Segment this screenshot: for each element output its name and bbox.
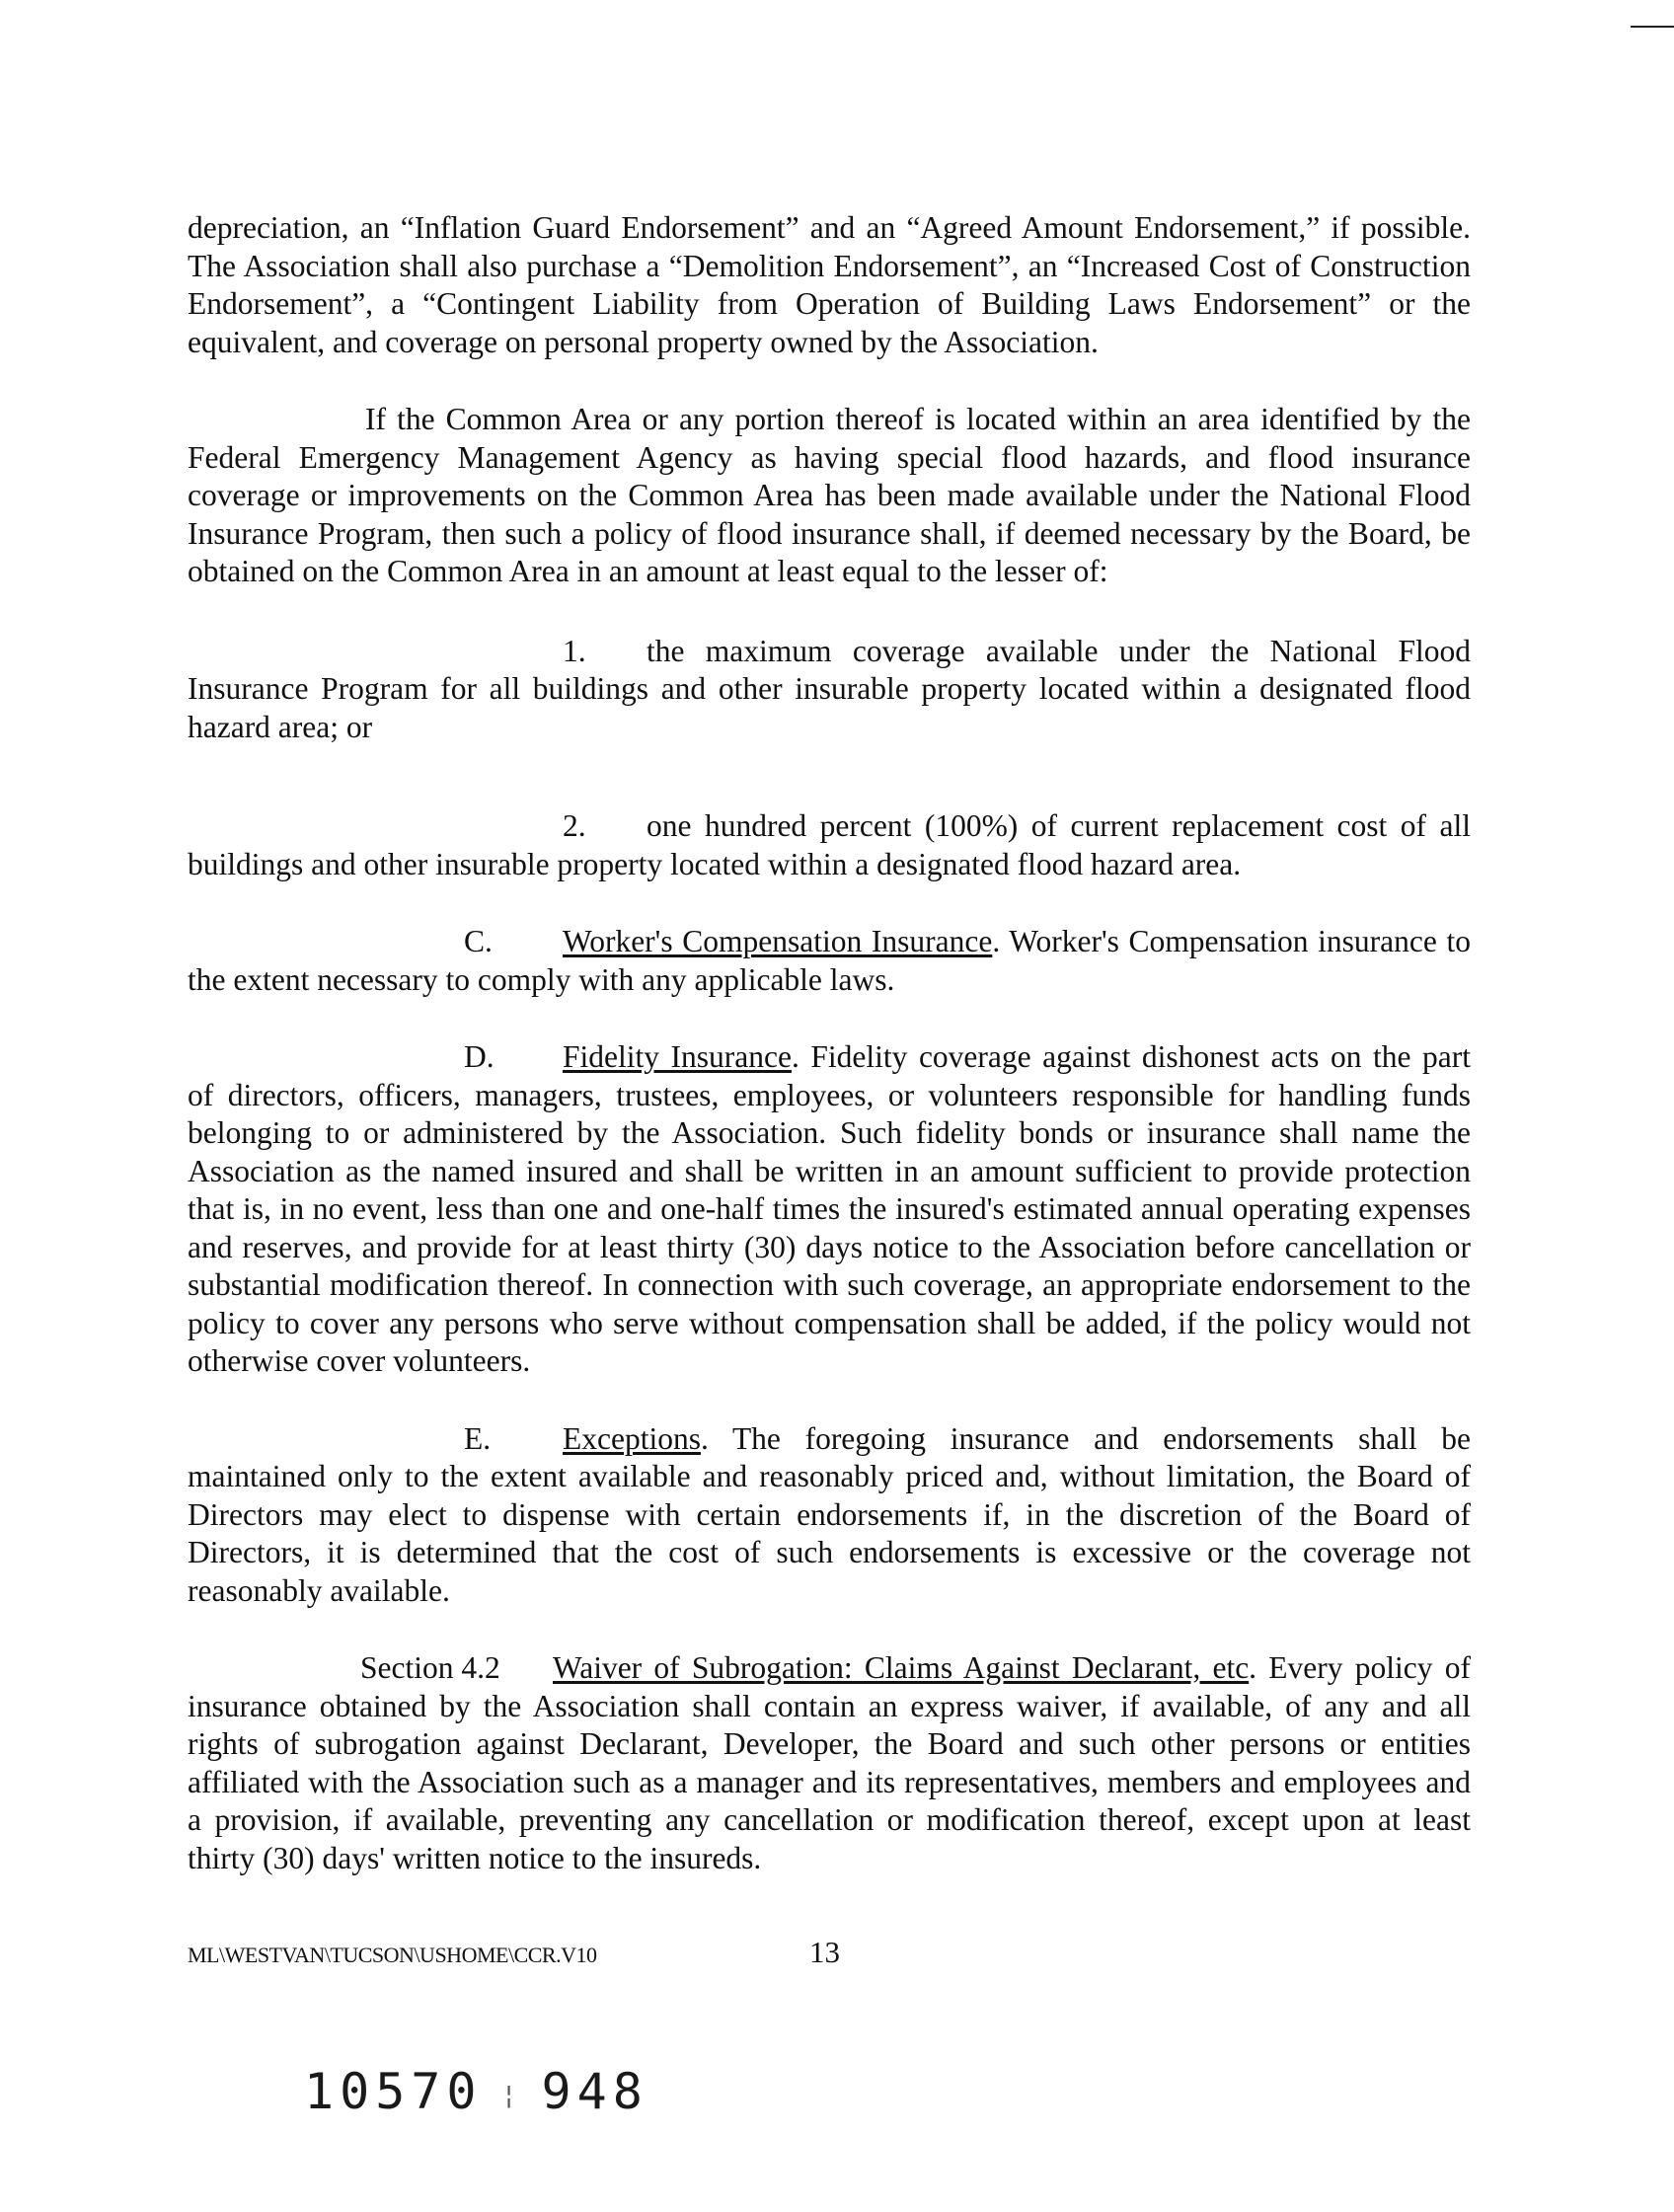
section-4-2-text: . Every policy of insurance obtained by the Association shall contain an express waiver, if available, of any and all rights of subrogation against Declarant, Developer, the Board and such other persons or entities affiliated with the Association such as a manager and its representatives, members and employees and a provision, if available, preventing any cancellation or modification thereof, except upon at least thirty (30) days' written notice to the insureds. (188, 1650, 1471, 1875)
section-c-workers-compensation (188, 923, 1471, 999)
recording-stamp (304, 2063, 648, 2120)
section-4-2-waiver-of-subrogation (188, 1649, 1471, 1877)
list-item-text: one hundred percent (100%) of current replacement cost of all buildings and other insurable property located within a designated flood hazard area. (188, 808, 1471, 881)
paragraph-flood-insurance: If the Common Area or any portion thereof is located within an area identified by the Federal Emergency Management Agency as having special flood hazards, and flood insurance coverage or improvements on the Common Area has been made available under the National Flood Insurance Program, then such a policy of flood insurance shall, if deemed necessary by the Board, be obtained on the Common Area in an amount at least equal to the lesser of: (188, 402, 1471, 588)
section-d-text: . Fidelity coverage against dishonest acts on the part of directors, officers, managers, trustees, employees, or volunteers responsible for handling funds belonging to or administered by the Association. Such fidelity bonds or insurance shall name the Association as the named insured and shall be written in an amount sufficient to provide protection that is, in no event, less than one and one-half times the insured's estimated annual operating expenses and reserves, and provide for at least thirty (30) days notice to the Association before cancellation or substantial modification thereof. In connection with such coverage, an appropriate endorsement to the policy to cover any persons who serve without compensation shall be added, if the policy would not otherwise cover volunteers. (188, 1039, 1471, 1378)
section-c-letter: C. (464, 924, 493, 958)
section-d-fidelity-insurance (188, 1038, 1471, 1381)
stamp-book-number: 10570 (304, 2063, 483, 2120)
section-e-text: . The foregoing insurance and endorsements shall be maintained only to the extent available and reasonably priced and, without limitation, the Board of Directors may elect to dispense with certain endorsements if, in the discretion of the Board of Directors, it is determined that the cost of such endorsements is excessive or the coverage not reasonably available. (188, 1420, 1471, 1608)
paragraph-endorsements: depreciation, an “Inflation Guard Endorsement” and an “Agreed Amount Endorsement,” if possible. The Association shall also purchase a “Demolition Endorsement”, an “Increased Cost of Construction Endorsement”, a “Contingent Liability from Operation of Building Laws Endorsement” or the equivalent, and coverage on personal property owned by the Association. (188, 210, 1471, 359)
list-item-text: the maximum coverage available under the National Flood Insurance Program for all buildings and other insurable property located within a designated flood hazard area; or (188, 633, 1471, 744)
section-e-letter: E. (464, 1420, 492, 1456)
list-item-number: 1. (563, 633, 586, 668)
page-footer (188, 1935, 1471, 1974)
section-4-2-label: Section 4.2 (360, 1650, 500, 1685)
corner-mark (1631, 26, 1674, 28)
section-e-title: Exceptions (563, 1420, 701, 1456)
section-c-title: Worker's Compensation Insurance (563, 924, 993, 958)
section-d-letter: D. (464, 1039, 495, 1074)
stamp-page-number: 948 (541, 2063, 648, 2120)
stamp-separator: ¦ (500, 2080, 523, 2110)
list-item (188, 807, 1471, 883)
footer-file-path: ML\WESTVAN\TUCSON\USHOME\CCR.V10 (188, 1943, 597, 1967)
list-item-number: 2. (563, 808, 586, 843)
section-e-exceptions (188, 1420, 1471, 1611)
list-item (188, 633, 1471, 747)
section-c-text: . Worker's Compensation insurance to the extent necessary to comply with any applicable laws. (188, 924, 1472, 997)
page-number: 13 (809, 1935, 840, 1969)
section-4-2-title: Waiver of Subrogation: Claims Against Declarant, etc (553, 1650, 1250, 1685)
document-body (188, 209, 1471, 1917)
section-d-title: Fidelity Insurance (563, 1039, 792, 1074)
